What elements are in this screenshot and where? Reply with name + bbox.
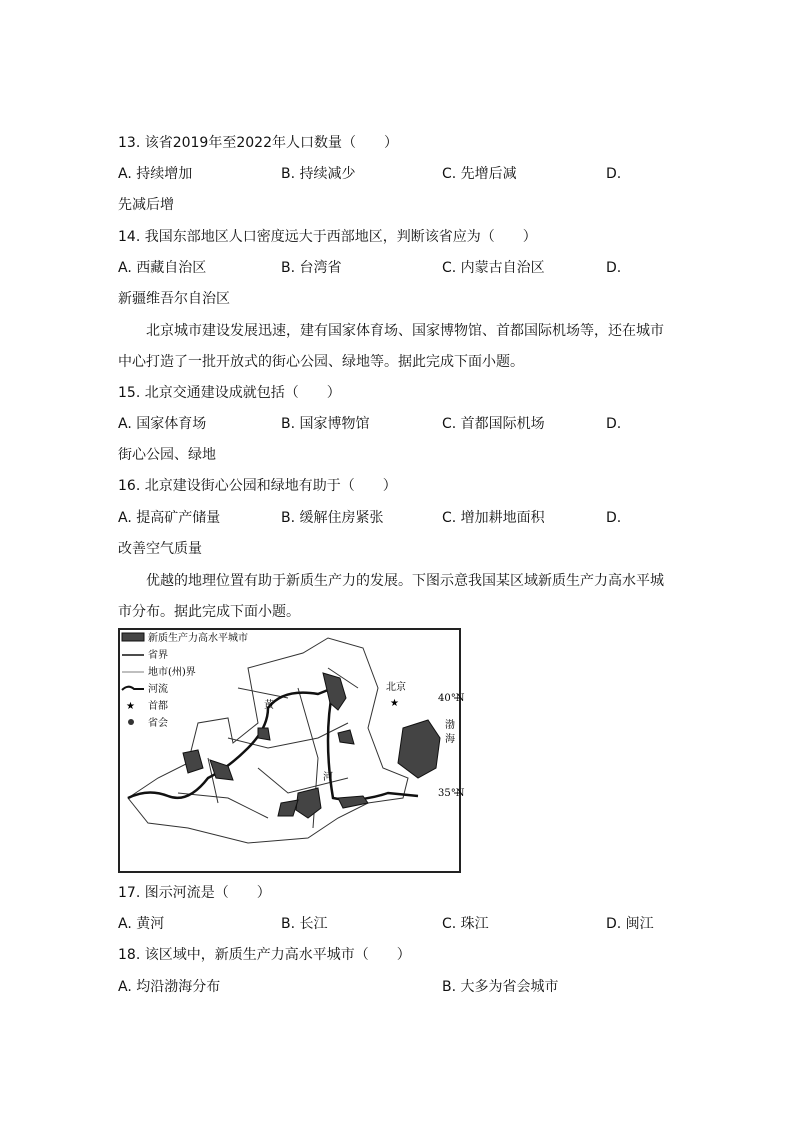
- q13-option-c: C. 先增后减: [442, 166, 517, 182]
- q17-option-a: A. 黄河: [118, 916, 165, 932]
- q14-option-a: A. 西藏自治区: [118, 260, 207, 276]
- q16-option-d: D.: [606, 510, 622, 526]
- q16-option-d-text: 改善空气质量: [118, 541, 202, 557]
- q15-option-d-text: 街心公园、绿地: [118, 447, 216, 463]
- q15-option-d: D.: [606, 416, 622, 432]
- q15-option-c: C. 首都国际机场: [442, 416, 545, 432]
- star-icon: ★: [126, 701, 135, 712]
- q17-option-c: C. 珠江: [442, 916, 489, 932]
- label-hai: 海: [445, 734, 455, 745]
- q13-stem: 13. 该省2019年至2022年人口数量（ ）: [118, 135, 398, 151]
- q18-stem: 18. 该区域中，新质生产力高水平城市（ ）: [118, 947, 411, 963]
- q13-option-a: A. 持续增加: [118, 166, 193, 182]
- regional-map: [118, 628, 465, 873]
- q17-stem: 17. 图示河流是（ ）: [118, 885, 271, 901]
- q17-option-d: D. 闽江: [606, 916, 654, 932]
- legend-prefecture-border: 地市(州)界: [148, 667, 196, 678]
- label-he: 河: [323, 772, 333, 783]
- legend-capital: 首都: [148, 701, 168, 712]
- q17-option-b: B. 长江: [281, 916, 328, 932]
- q15-option-a: A. 国家体育场: [118, 416, 207, 432]
- q14-option-c: C. 内蒙古自治区: [442, 260, 545, 276]
- legend-river: 河流: [148, 684, 168, 695]
- passage-1-line-2: 中心打造了一批开放式的街心公园、绿地等。据此完成下面小题。: [118, 354, 524, 370]
- legend-province-border: 省界: [148, 650, 168, 661]
- label-bo: 渤: [445, 720, 455, 731]
- q16-option-c: C. 增加耕地面积: [442, 510, 545, 526]
- label-40n: 40°N: [438, 693, 465, 704]
- passage-2-line-2: 市分布。据此完成下面小题。: [118, 604, 300, 620]
- legend-high-level-city: 新质生产力高水平城市: [148, 633, 248, 644]
- label-35n: 35°N: [438, 788, 465, 799]
- q14-stem: 14. 我国东部地区人口密度远大于西部地区，判断该省应为（ ）: [118, 229, 537, 245]
- passage-2-line-1: 优越的地理位置有助于新质生产力的发展。下图示意我国某区域新质生产力高水平城: [146, 573, 664, 589]
- q18-option-b: B. 大多为省会城市: [442, 979, 559, 995]
- q14-option-d: D.: [606, 260, 622, 276]
- q14-option-b: B. 台湾省: [281, 260, 342, 276]
- passage-1-line-1: 北京城市建设发展迅速，建有国家体育场、国家博物馆、首都国际机场等，还在城市: [146, 323, 664, 339]
- q16-option-a: A. 提高矿产储量: [118, 510, 221, 526]
- q18-option-a: A. 均沿渤海分布: [118, 979, 221, 995]
- q13-option-d: D.: [606, 166, 622, 182]
- q14-option-d-text: 新疆维吾尔自治区: [118, 291, 230, 307]
- q13-option-d-text: 先减后增: [118, 197, 174, 213]
- label-huang: 黄: [264, 700, 274, 711]
- q15-option-b: B. 国家博物馆: [281, 416, 370, 432]
- label-beijing: 北京: [386, 682, 406, 693]
- legend-provincial-capital: 省会: [148, 718, 168, 729]
- q15-stem: 15. 北京交通建设成就包括（ ）: [118, 385, 341, 401]
- beijing-star-icon: ★: [390, 698, 399, 709]
- q16-stem: 16. 北京建设街心公园和绿地有助于（ ）: [118, 478, 397, 494]
- q13-option-b: B. 持续减少: [281, 166, 356, 182]
- q16-option-b: B. 缓解住房紧张: [281, 510, 384, 526]
